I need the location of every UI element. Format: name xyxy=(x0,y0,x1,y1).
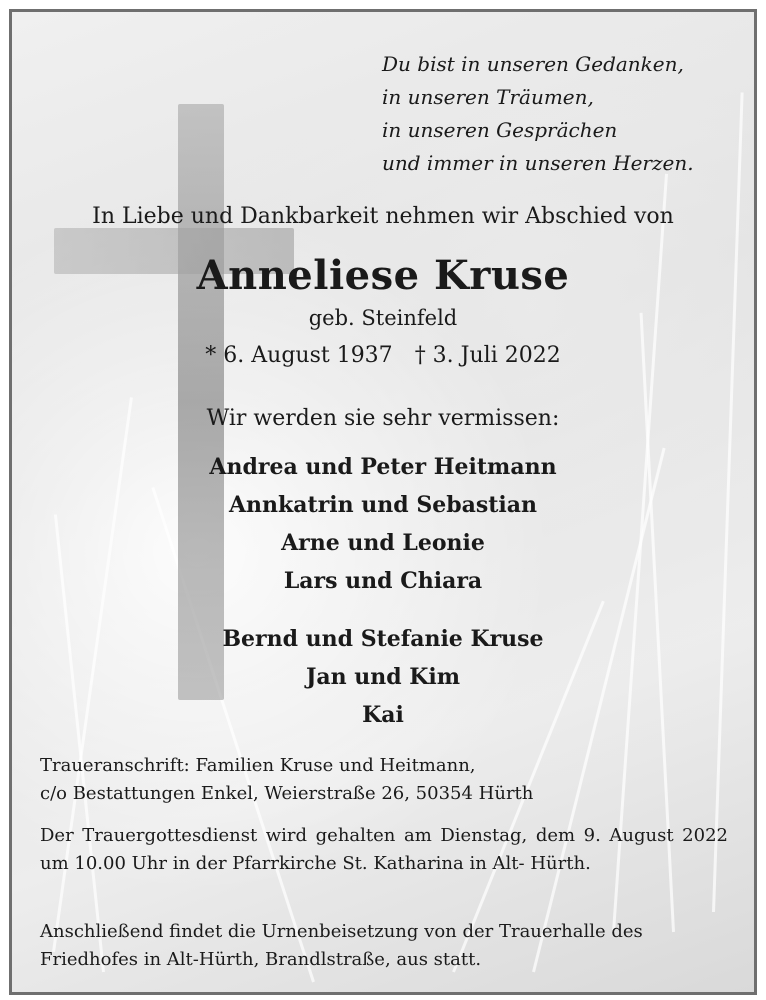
burial-info: Anschließend findet die Urnenbeisetzung von der Trauerhalle des Friedhofes in Alt-Hürth, Brandlstraße, aus statt. xyxy=(40,921,643,970)
intro-text: In Liebe und Dankbarkeit nehmen wir Abschied von xyxy=(92,204,674,229)
family-group-1 xyxy=(12,448,754,600)
poem-line: in unseren Träumen, xyxy=(382,85,594,109)
family-member: Andrea und Peter Heitmann xyxy=(209,454,557,480)
address-line: c/o Bestattungen Enkel, Weierstraße 26, 50354 Hürth xyxy=(40,783,534,804)
birth-date: * 6. August 1937 xyxy=(205,343,393,368)
poem-line: Du bist in unseren Gedanken, xyxy=(382,52,684,76)
address-line: Traueranschrift: Familien Kruse und Heitmann, xyxy=(40,755,476,776)
family-group-2 xyxy=(12,620,754,734)
death-date: † 3. Juli 2022 xyxy=(414,343,561,368)
family-member: Kai xyxy=(362,702,404,728)
family-member: Jan und Kim xyxy=(305,664,461,690)
obituary-frame xyxy=(9,9,757,995)
family-member: Lars und Chiara xyxy=(283,568,483,594)
poem-line: und immer in unseren Herzen. xyxy=(382,151,694,175)
family-member: Arne und Leonie xyxy=(281,530,485,556)
family-member: Annkatrin und Sebastian xyxy=(228,492,538,518)
service-info: Der Trauergottesdienst wird gehalten am Dienstag, dem 9. August 2022 um 10.00 Uhr in der Pfarrkirche St. Katharina in Alt- Hürth. xyxy=(40,825,728,874)
family-member: Bernd und Stefanie Kruse xyxy=(222,626,544,652)
deceased-name: Anneliese Kruse xyxy=(196,252,570,299)
poem xyxy=(382,48,694,180)
mourning-address xyxy=(40,752,728,808)
life-dates xyxy=(12,343,754,368)
birth-name: geb. Steinfeld xyxy=(308,306,458,330)
miss-line: Wir werden sie sehr vermissen: xyxy=(206,406,560,431)
poem-line: in unseren Gesprächen xyxy=(382,118,618,142)
